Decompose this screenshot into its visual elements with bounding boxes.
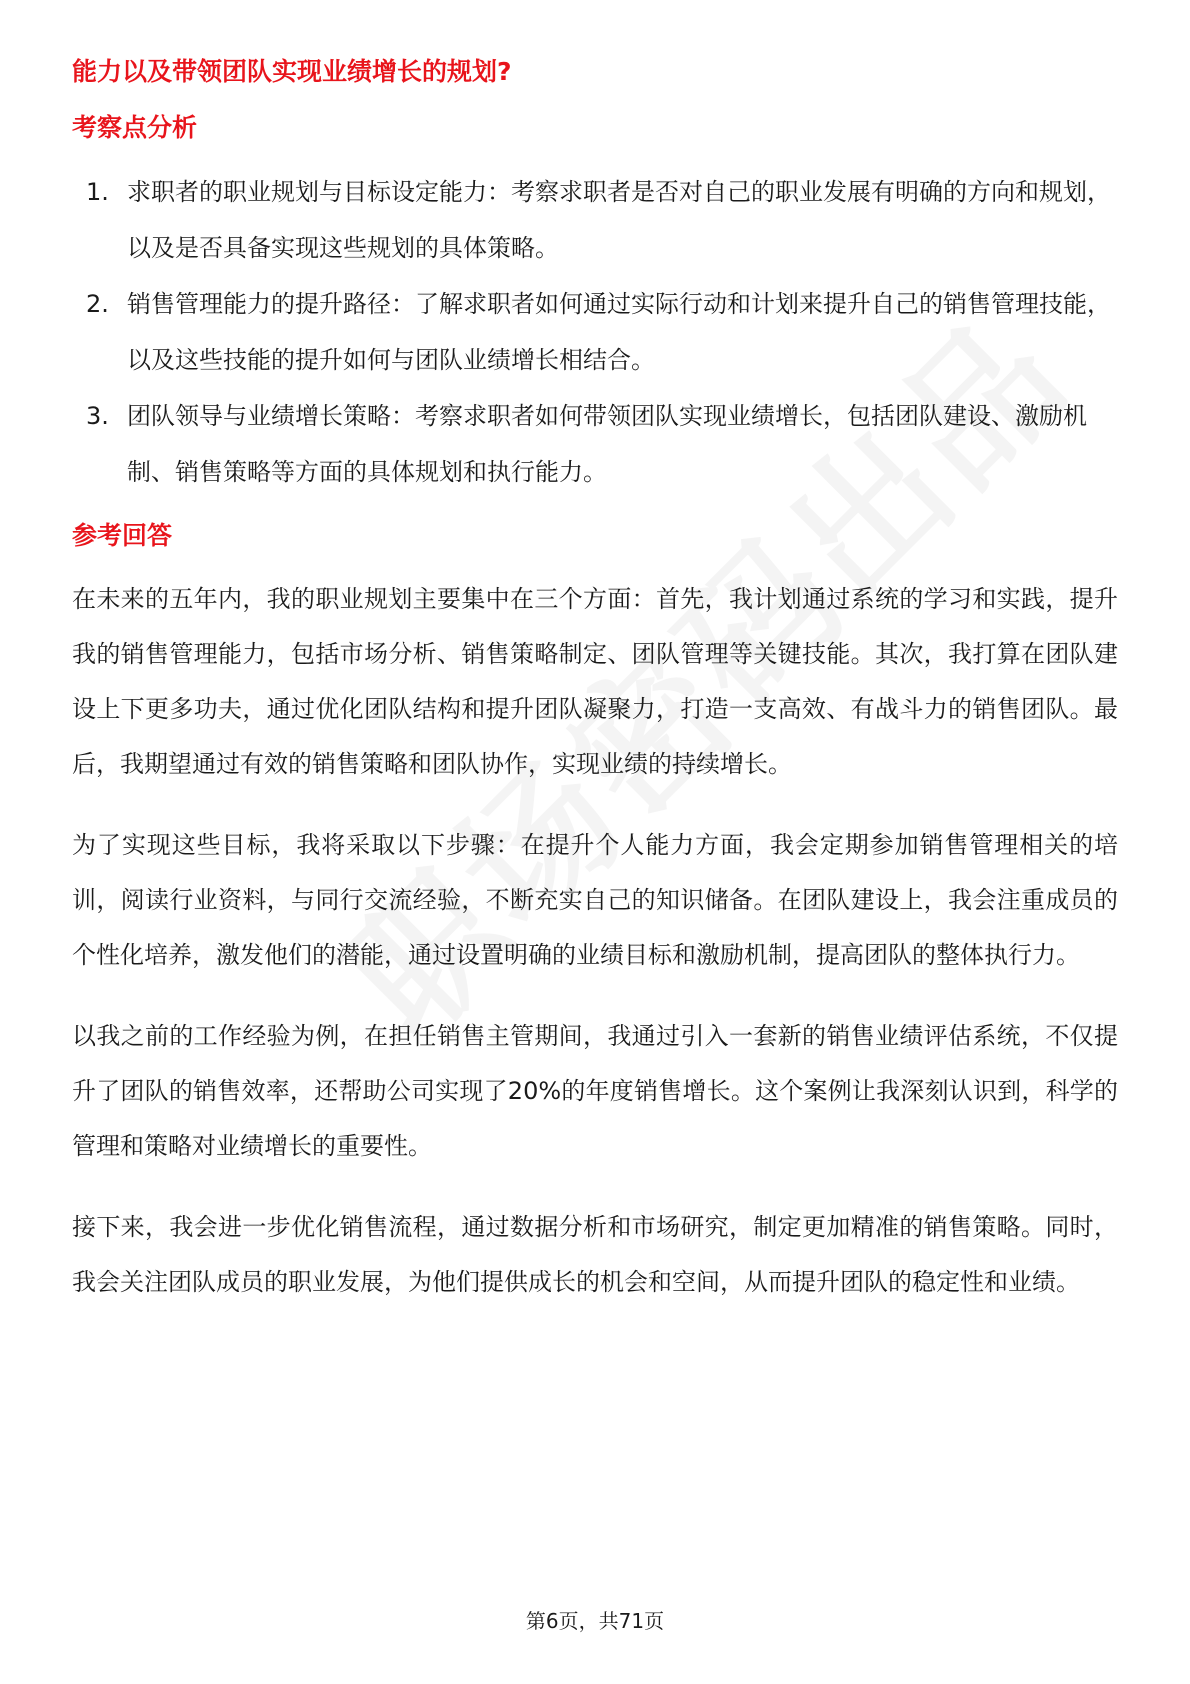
answer-body xyxy=(72,572,1118,1310)
question-title: 能力以及带领团队实现业绩增长的规划? xyxy=(72,57,512,86)
answer-paragraph: 在未来的五年内，我的职业规划主要集中在三个方面：首先，我计划通过系统的学习和实践，提升我的销售管理能力，包括市场分析、销售策略制定、团队管理等关键技能。其次，我打算在团队建设上下更多功夫，通过优化团队结构和提升团队凝聚力，打造一支高效、有战斗力的销售团队。最后，我期望通过有效的销售策略和团队协作，实现业绩的持续增长。 xyxy=(72,585,1118,778)
point-number: 1. xyxy=(86,178,109,206)
analysis-point xyxy=(72,164,1118,276)
point-number: 2. xyxy=(86,290,109,318)
point-number: 3. xyxy=(86,402,109,430)
analysis-point xyxy=(72,276,1118,388)
analysis-point xyxy=(72,388,1118,500)
point-text: 销售管理能力的提升路径：了解求职者如何通过实际行动和计划来提升自己的销售管理技能，以及这些技能的提升如何与团队业绩增长相结合。 xyxy=(127,290,1111,374)
point-text: 求职者的职业规划与目标设定能力：考察求职者是否对自己的职业发展有明确的方向和规划，以及是否具备实现这些规划的具体策略。 xyxy=(127,178,1111,262)
analysis-heading: 考察点分析 xyxy=(72,113,198,142)
answer-heading: 参考回答 xyxy=(72,521,173,550)
page-number: 第6页，共71页 xyxy=(525,1609,665,1633)
page-content xyxy=(72,54,1118,1336)
answer-paragraph: 为了实现这些目标，我将采取以下步骤：在提升个人能力方面，我会定期参加销售管理相关的培训，阅读行业资料，与同行交流经验，不断充实自己的知识储备。在团队建设上，我会注重成员的个性化培养，激发他们的潜能，通过设置明确的业绩目标和激励机制，提高团队的整体执行力。 xyxy=(72,831,1118,969)
analysis-points-list xyxy=(72,164,1118,500)
answer-paragraph: 以我之前的工作经验为例，在担任销售主管期间，我通过引入一套新的销售业绩评估系统，不仅提升了团队的销售效率，还帮助公司实现了20%的年度销售增长。这个案例让我深刻认识到，科学的管理和策略对业绩增长的重要性。 xyxy=(72,1022,1118,1160)
point-text: 团队领导与业绩增长策略：考察求职者如何带领团队实现业绩增长，包括团队建设、激励机制、销售策略等方面的具体规划和执行能力。 xyxy=(127,402,1087,486)
answer-paragraph: 接下来，我会进一步优化销售流程，通过数据分析和市场研究，制定更加精准的销售策略。同时，我会关注团队成员的职业发展，为他们提供成长的机会和空间，从而提升团队的稳定性和业绩。 xyxy=(72,1213,1118,1296)
